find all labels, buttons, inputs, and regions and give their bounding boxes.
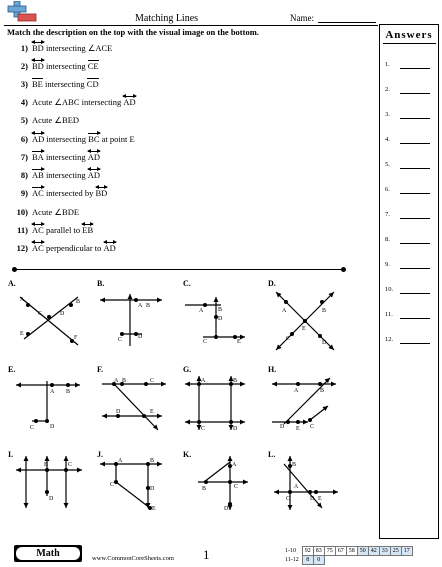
figure-label: G. bbox=[183, 365, 192, 374]
svg-text:D: D bbox=[322, 340, 327, 346]
svg-text:F: F bbox=[74, 335, 78, 341]
svg-text:C: C bbox=[203, 339, 208, 345]
line-name: BD bbox=[32, 43, 44, 53]
line-name: AC bbox=[32, 225, 44, 235]
question-text: parallel to bbox=[43, 225, 83, 235]
ray-name: BA bbox=[32, 152, 44, 162]
answer-number: 10. bbox=[385, 286, 394, 293]
question-item bbox=[6, 243, 116, 253]
score-range: 1-10 bbox=[285, 548, 296, 554]
question-text: Acute ∠ABC intersecting bbox=[32, 97, 124, 107]
question-text: intersecting bbox=[43, 170, 88, 180]
figure-k bbox=[194, 452, 254, 514]
score-cell: 75 bbox=[324, 547, 335, 556]
svg-text:C: C bbox=[286, 336, 291, 342]
svg-text:E: E bbox=[318, 496, 322, 502]
instructions: Match the description on the top with the visual image on the bottom. bbox=[7, 27, 259, 37]
question-item bbox=[6, 115, 79, 126]
figure-label: J. bbox=[97, 450, 103, 459]
answer-number: 5. bbox=[385, 161, 390, 168]
worksheet-title: Matching Lines bbox=[135, 13, 199, 24]
segment-name: CE bbox=[87, 61, 99, 71]
figure-i bbox=[14, 452, 84, 512]
header-rule bbox=[4, 25, 378, 26]
answer-number: 4. bbox=[385, 136, 390, 143]
svg-text:D: D bbox=[233, 426, 238, 432]
footer-url: www.CommonCoreSheets.com bbox=[92, 555, 174, 562]
question-item bbox=[6, 61, 99, 71]
question-text: intersecting bbox=[42, 79, 87, 89]
svg-text:E: E bbox=[237, 339, 241, 345]
figure-label: C. bbox=[183, 279, 191, 288]
svg-text:B: B bbox=[233, 378, 238, 384]
svg-text:A: A bbox=[294, 388, 299, 394]
question-text: perpendicular to bbox=[43, 243, 104, 253]
line-name: BD bbox=[32, 61, 44, 71]
question-number: 4) bbox=[20, 97, 28, 107]
question-text: Acute ∠BED bbox=[32, 115, 80, 125]
svg-text:D: D bbox=[116, 409, 121, 415]
svg-text:C: C bbox=[234, 484, 239, 490]
svg-text:D: D bbox=[50, 424, 55, 430]
svg-text:B: B bbox=[146, 303, 151, 309]
question-item bbox=[6, 152, 100, 162]
figure-label: L. bbox=[268, 450, 276, 459]
answer-field[interactable] bbox=[400, 243, 430, 244]
score-cell: 92 bbox=[302, 547, 313, 556]
svg-text:B: B bbox=[44, 462, 49, 468]
figure-j bbox=[98, 452, 168, 514]
answer-number: 11. bbox=[385, 311, 393, 318]
svg-text:E: E bbox=[150, 409, 154, 415]
svg-text:A: A bbox=[50, 389, 55, 395]
line-name: AC bbox=[32, 243, 44, 253]
score-range: 11-12 bbox=[285, 557, 299, 563]
question-item bbox=[6, 225, 93, 235]
figure-l bbox=[272, 452, 342, 514]
question-item bbox=[6, 43, 112, 54]
line-name: BD bbox=[96, 188, 108, 198]
figure-g bbox=[183, 374, 253, 434]
segment-name: BE bbox=[32, 79, 43, 89]
svg-text:C: C bbox=[68, 462, 73, 468]
figure-b bbox=[100, 290, 170, 360]
question-number: 3) bbox=[20, 79, 28, 89]
answer-field[interactable] bbox=[400, 343, 430, 344]
figure-label: H. bbox=[268, 365, 277, 374]
logo-icon bbox=[4, 1, 38, 23]
question-number: 8) bbox=[20, 170, 28, 180]
score-cell: 42 bbox=[368, 547, 379, 556]
svg-text:A: A bbox=[20, 297, 25, 303]
svg-text:D: D bbox=[218, 316, 223, 322]
svg-text:C: C bbox=[150, 378, 155, 384]
line-name: EB bbox=[82, 225, 93, 235]
figure-label: I. bbox=[8, 450, 14, 459]
score-cell: 58 bbox=[346, 547, 357, 556]
segment-name: CD bbox=[86, 79, 99, 89]
name-label: Name: bbox=[290, 13, 314, 23]
figure-label: D. bbox=[268, 279, 276, 288]
question-number: 2) bbox=[20, 61, 28, 71]
svg-text:B: B bbox=[320, 388, 325, 394]
svg-text:C: C bbox=[286, 496, 291, 502]
svg-text:D: D bbox=[280, 424, 285, 430]
score-cell: 17 bbox=[401, 547, 412, 556]
score-cell: 50 bbox=[357, 547, 368, 556]
answer-number: 8. bbox=[385, 236, 390, 243]
question-item bbox=[6, 134, 135, 144]
svg-text:C: C bbox=[310, 424, 315, 430]
question-text: intersected by bbox=[43, 188, 96, 198]
line-name: AD bbox=[88, 170, 100, 180]
question-text: at point E bbox=[99, 134, 135, 144]
footer-brand: Math bbox=[16, 547, 80, 560]
answer-field[interactable] bbox=[400, 318, 430, 319]
figure-d bbox=[272, 288, 342, 358]
question-text: intersecting bbox=[44, 134, 89, 144]
svg-text:B: B bbox=[122, 378, 127, 384]
figure-label: A. bbox=[8, 279, 16, 288]
answer-number: 12. bbox=[385, 336, 394, 343]
svg-text:B: B bbox=[218, 307, 223, 313]
score-cell: 8 bbox=[302, 556, 313, 565]
svg-text:A: A bbox=[232, 462, 237, 468]
question-item bbox=[6, 207, 79, 218]
line-name: AD bbox=[123, 97, 135, 107]
question-item bbox=[6, 97, 136, 108]
figure-f bbox=[100, 374, 170, 434]
score-cell: 67 bbox=[335, 547, 346, 556]
question-number: 12) bbox=[16, 243, 28, 253]
svg-text:A: A bbox=[282, 308, 287, 314]
question-text: intersecting bbox=[43, 61, 88, 71]
question-number: 10) bbox=[16, 207, 28, 217]
answer-number: 7. bbox=[385, 211, 390, 218]
answer-field[interactable] bbox=[400, 118, 430, 119]
svg-text:B: B bbox=[76, 299, 81, 305]
ray-name: AB bbox=[32, 170, 44, 180]
svg-text:B: B bbox=[66, 389, 71, 395]
figure-label: K. bbox=[183, 450, 192, 459]
svg-text:B: B bbox=[292, 462, 297, 468]
figure-c bbox=[183, 293, 253, 363]
figure-label: F. bbox=[97, 365, 104, 374]
answer-field[interactable] bbox=[400, 193, 430, 194]
question-item bbox=[6, 188, 107, 198]
answer-field[interactable] bbox=[400, 93, 430, 94]
answer-field[interactable] bbox=[400, 293, 430, 294]
svg-text:A: A bbox=[138, 303, 143, 309]
score-table bbox=[283, 546, 413, 565]
answer-number: 3. bbox=[385, 111, 390, 118]
answer-number: 2. bbox=[385, 86, 390, 93]
line-name: AD bbox=[88, 152, 100, 162]
question-text: intersecting bbox=[43, 152, 88, 162]
svg-text:D: D bbox=[60, 311, 65, 317]
score-cell: 25 bbox=[390, 547, 401, 556]
question-text: Acute ∠BDE bbox=[32, 207, 80, 217]
svg-text:C: C bbox=[38, 311, 43, 317]
figure-h bbox=[270, 372, 340, 434]
svg-text:C: C bbox=[118, 337, 123, 343]
answers-heading: Answers bbox=[385, 29, 433, 41]
svg-text:C: C bbox=[110, 482, 115, 488]
svg-text:B: B bbox=[322, 308, 327, 314]
answers-heading-rule bbox=[383, 43, 436, 44]
answer-field[interactable] bbox=[400, 143, 430, 144]
figure-e bbox=[14, 373, 84, 433]
line-name: AD bbox=[32, 134, 44, 144]
answer-field[interactable] bbox=[400, 68, 430, 69]
svg-text:E: E bbox=[20, 331, 24, 337]
question-number: 1) bbox=[20, 43, 28, 53]
svg-text:D: D bbox=[150, 486, 155, 492]
question-number: 7) bbox=[20, 152, 28, 162]
svg-text:A: A bbox=[199, 308, 204, 314]
ray-name: BC bbox=[88, 134, 100, 144]
answer-field[interactable] bbox=[400, 268, 430, 269]
figure-label: E. bbox=[8, 365, 16, 374]
question-number: 6) bbox=[20, 134, 28, 144]
svg-text:B: B bbox=[202, 486, 207, 492]
answer-number: 1. bbox=[385, 61, 390, 68]
question-number: 11) bbox=[17, 225, 28, 235]
question-item bbox=[6, 79, 99, 89]
separator-line bbox=[14, 269, 344, 270]
svg-text:A: A bbox=[201, 378, 206, 384]
svg-text:C: C bbox=[30, 425, 35, 431]
svg-text:D: D bbox=[224, 506, 229, 512]
score-cell: 33 bbox=[379, 547, 390, 556]
score-cell: 0 bbox=[313, 556, 324, 565]
score-row bbox=[283, 547, 412, 556]
line-name: AD bbox=[104, 243, 116, 253]
figure-label: B. bbox=[97, 279, 105, 288]
question-number: 5) bbox=[20, 115, 28, 125]
score-cell: 83 bbox=[313, 547, 324, 556]
name-field[interactable] bbox=[318, 22, 376, 23]
answer-number: 9. bbox=[385, 261, 390, 268]
answer-number: 6. bbox=[385, 186, 390, 193]
svg-text:C: C bbox=[201, 426, 206, 432]
svg-text:B: B bbox=[150, 458, 155, 464]
answer-field[interactable] bbox=[400, 168, 430, 169]
answer-box bbox=[379, 24, 439, 539]
question-item bbox=[6, 170, 100, 180]
svg-text:E: E bbox=[302, 326, 306, 332]
question-text: intersecting ∠ACE bbox=[43, 43, 113, 53]
figure-a bbox=[16, 285, 86, 355]
svg-text:E: E bbox=[152, 506, 156, 512]
svg-text:A: A bbox=[118, 458, 123, 464]
answer-field[interactable] bbox=[400, 218, 430, 219]
question-number: 9) bbox=[20, 188, 28, 198]
svg-text:A: A bbox=[294, 484, 299, 490]
page-number: 1 bbox=[203, 547, 210, 562]
svg-text:D: D bbox=[138, 334, 143, 340]
svg-text:A: A bbox=[114, 378, 119, 384]
svg-text:D: D bbox=[49, 496, 54, 502]
svg-text:E: E bbox=[296, 426, 300, 432]
ray-name: AC bbox=[32, 188, 44, 198]
svg-text:D: D bbox=[310, 496, 315, 502]
separator-end-point bbox=[341, 267, 346, 272]
score-row bbox=[283, 556, 412, 565]
